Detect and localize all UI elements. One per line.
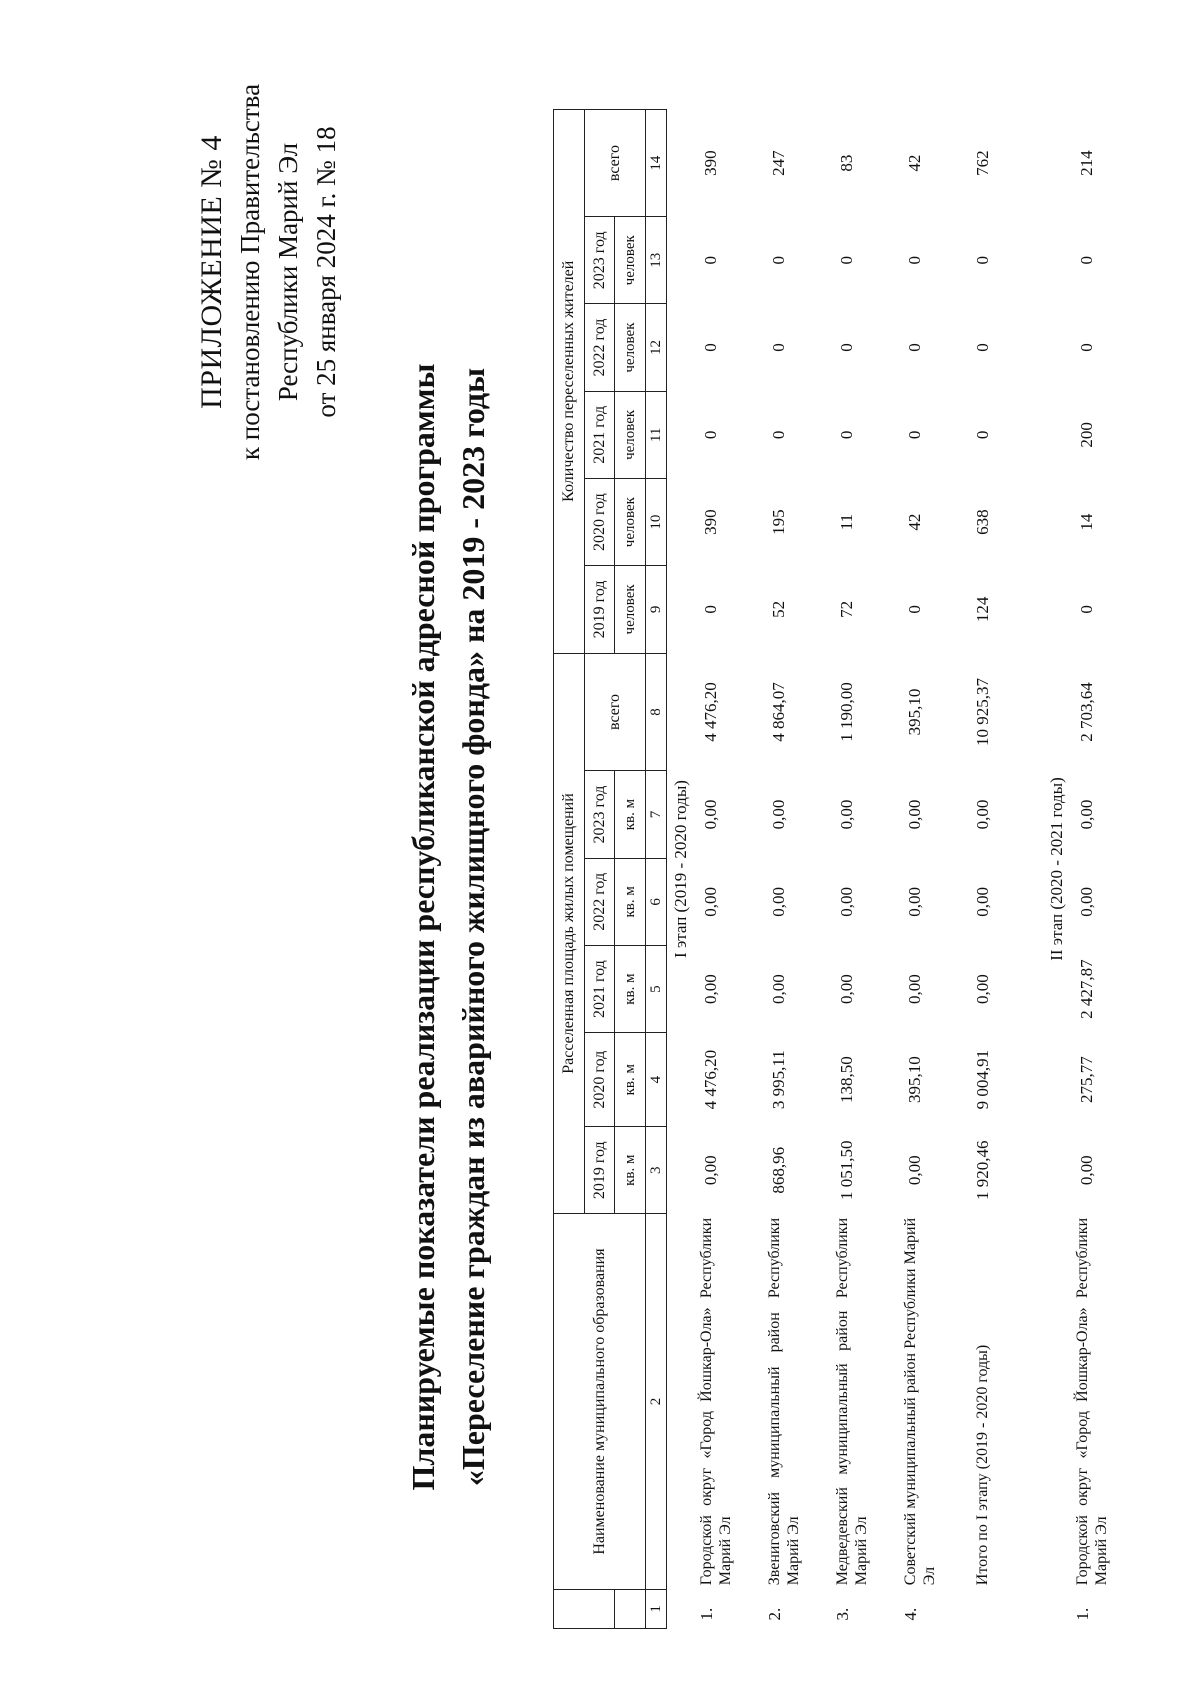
area-value: 0,00	[769, 799, 788, 830]
people-value: 0	[837, 256, 856, 265]
unit-label: человек	[615, 304, 646, 391]
header-people-group: Количество переселенных жителей	[554, 110, 585, 654]
table-row	[1071, 110, 1139, 1629]
header-people-total: всего	[585, 110, 646, 217]
column-number: 14	[646, 110, 667, 217]
row-number: 1.	[697, 1607, 716, 1621]
municipality-name: Городской округ «Город Йошкар-Ола» Республики Марий Эл	[1074, 1217, 1110, 1586]
area-total: 10 925,37	[973, 677, 992, 746]
people-value: 0	[905, 430, 924, 440]
header-people-year: 2019 год	[585, 566, 615, 653]
column-number: 3	[646, 1127, 667, 1214]
area-value: 138,50	[837, 1056, 856, 1104]
row-number: 2.	[765, 1607, 784, 1621]
unit-label: человек	[615, 391, 646, 478]
header-num-cell	[615, 1589, 646, 1628]
area-value: 1 920,46	[973, 1140, 992, 1200]
municipality-name: Советский муниципальный район Республики Марий Эл	[902, 1217, 938, 1586]
people-total: 214	[1077, 150, 1096, 176]
table-row	[695, 110, 763, 1629]
people-total: 42	[905, 154, 924, 172]
column-number: 9	[646, 566, 667, 653]
header-people-year: 2020 год	[585, 478, 615, 565]
area-total: 4 864,07	[769, 682, 788, 742]
area-value: 395,10	[905, 1056, 924, 1104]
header-area-group: Расселенная площадь жилых помещений	[554, 653, 585, 1214]
people-value: 0	[701, 605, 720, 614]
column-number: 4	[646, 1033, 667, 1127]
appendix-number: ПРИЛОЖЕНИЕ № 4	[195, 135, 228, 409]
area-value: 2 427,87	[1077, 959, 1096, 1019]
people-value: 14	[1077, 513, 1096, 531]
people-value: 638	[973, 509, 992, 535]
people-value: 0	[701, 343, 720, 352]
people-value: 11	[837, 513, 856, 531]
area-value: 0,00	[769, 974, 788, 1004]
area-value: 0,00	[837, 974, 856, 1004]
column-number: 11	[646, 391, 667, 478]
people-value: 0	[1077, 605, 1096, 614]
column-number: 10	[646, 478, 667, 565]
area-value: 1 051,50	[837, 1140, 856, 1200]
column-number: 2	[646, 1214, 667, 1589]
stage-label: II этап (2020 - 2021 годы)	[1047, 777, 1066, 961]
people-value: 0	[1077, 256, 1096, 265]
area-value: 868,96	[769, 1146, 788, 1194]
area-value: 0,00	[905, 974, 924, 1004]
column-number: 8	[646, 653, 667, 771]
area-value: 0,00	[905, 799, 924, 830]
people-value: 0	[905, 343, 924, 352]
area-value: 275,77	[1077, 1056, 1096, 1104]
total-row	[967, 110, 1043, 1629]
area-value: 0,00	[905, 886, 924, 917]
people-value: 0	[973, 343, 992, 352]
stage-label: I этап (2019 - 2020 годы)	[671, 780, 690, 958]
people-total: 762	[973, 150, 992, 176]
people-value: 0	[769, 256, 788, 265]
document-title	[398, 237, 498, 1617]
area-value: 0,00	[701, 799, 720, 830]
header-num-cell	[554, 1589, 615, 1628]
appendix-date-line: от 25 января 2024 г. № 18	[311, 126, 341, 418]
header-area-total: всего	[585, 653, 646, 771]
column-number: 6	[646, 858, 667, 945]
column-number: 13	[646, 217, 667, 304]
area-value: 0,00	[1077, 1155, 1096, 1186]
header-name: Наименование муниципального образования	[554, 1214, 646, 1589]
unit-label: человек	[615, 217, 646, 304]
title-line: «Переселение граждан из аварийного жилищного фонда» на 2019 - 2023 годы	[455, 367, 491, 1487]
area-value: 0,00	[905, 1155, 924, 1186]
header-people-year: 2022 год	[585, 304, 615, 391]
header-area-year: 2022 год	[585, 858, 615, 945]
row-number: 3.	[833, 1607, 852, 1621]
header-area-year: 2021 год	[585, 945, 615, 1032]
appendix-header	[193, 62, 345, 482]
area-value: 0,00	[701, 974, 720, 1004]
people-value: 0	[701, 256, 720, 265]
area-value: 0,00	[837, 799, 856, 830]
row-number: 4.	[901, 1607, 920, 1621]
area-value: 0,00	[973, 799, 992, 830]
appendix-ref-line: к постановлению Правительства	[235, 83, 265, 461]
people-value: 0	[837, 343, 856, 352]
area-total: 2 703,64	[1077, 682, 1096, 742]
unit-label: человек	[615, 566, 646, 653]
people-value: 52	[769, 600, 788, 618]
people-value: 0	[701, 430, 720, 440]
area-total: 1 190,00	[837, 682, 856, 742]
unit-label: кв. м	[615, 858, 646, 945]
unit-label: человек	[615, 478, 646, 565]
header-people-year: 2023 год	[585, 217, 615, 304]
people-total: 83	[837, 154, 856, 172]
area-value: 0,00	[701, 886, 720, 917]
people-value: 0	[837, 430, 856, 440]
people-value: 42	[905, 513, 924, 531]
people-value: 0	[905, 605, 924, 614]
header-people-year: 2021 год	[585, 391, 615, 478]
area-value: 3 995,11	[769, 1050, 788, 1110]
area-value: 0,00	[973, 974, 992, 1004]
area-value: 0,00	[837, 886, 856, 917]
people-value: 195	[769, 509, 788, 535]
people-value: 0	[769, 430, 788, 440]
people-value: 0	[973, 430, 992, 440]
unit-label: кв. м	[615, 771, 646, 858]
people-value: 72	[837, 600, 856, 618]
table-row	[899, 110, 967, 1629]
area-value: 0,00	[701, 1155, 720, 1186]
people-value: 390	[701, 509, 720, 535]
municipality-name: Звениговский муниципальный район Республики Марий Эл	[766, 1217, 802, 1586]
header-area-year: 2019 год	[585, 1127, 615, 1214]
table-row	[763, 110, 831, 1629]
header-area-year: 2023 год	[585, 771, 615, 858]
area-value: 0,00	[973, 886, 992, 917]
area-value: 0,00	[1077, 886, 1096, 917]
people-total: 247	[769, 150, 788, 176]
people-value: 0	[769, 343, 788, 352]
total-label: Итого по I этапу (2019 - 2020 годы)	[974, 1344, 991, 1586]
people-value: 124	[973, 596, 992, 623]
unit-label: кв. м	[615, 945, 646, 1032]
municipality-name: Медведевский муниципальный район Республики Марий Эл	[834, 1217, 870, 1586]
unit-label: кв. м	[615, 1127, 646, 1214]
people-total: 390	[701, 150, 720, 176]
column-number: 5	[646, 945, 667, 1032]
area-total: 395,10	[905, 688, 924, 736]
column-number: 7	[646, 771, 667, 858]
appendix-ref-line: Республики Марий Эл	[273, 142, 303, 402]
area-value: 9 004,91	[973, 1049, 992, 1110]
row-number	[967, 1589, 1043, 1628]
table-row	[831, 110, 899, 1629]
row-number: 1.	[1073, 1607, 1092, 1621]
header-area-year: 2020 год	[585, 1033, 615, 1127]
municipality-name: Городской округ «Город Йошкар-Ола» Республики Марий Эл	[698, 1217, 734, 1586]
unit-label: кв. м	[615, 1033, 646, 1127]
area-value: 4 476,20	[701, 1049, 720, 1110]
people-value: 0	[973, 256, 992, 265]
area-value: 0,00	[1077, 799, 1096, 830]
area-value: 0,00	[769, 886, 788, 917]
column-number: 1	[646, 1589, 667, 1628]
people-value: 200	[1077, 422, 1096, 448]
title-line: Планируемые показатели реализации республиканской адресной программы	[405, 363, 441, 1491]
people-value: 0	[905, 256, 924, 265]
indicators-table	[553, 109, 1139, 1629]
area-total: 4 476,20	[701, 682, 720, 742]
people-value: 0	[1077, 343, 1096, 352]
column-number: 12	[646, 304, 667, 391]
